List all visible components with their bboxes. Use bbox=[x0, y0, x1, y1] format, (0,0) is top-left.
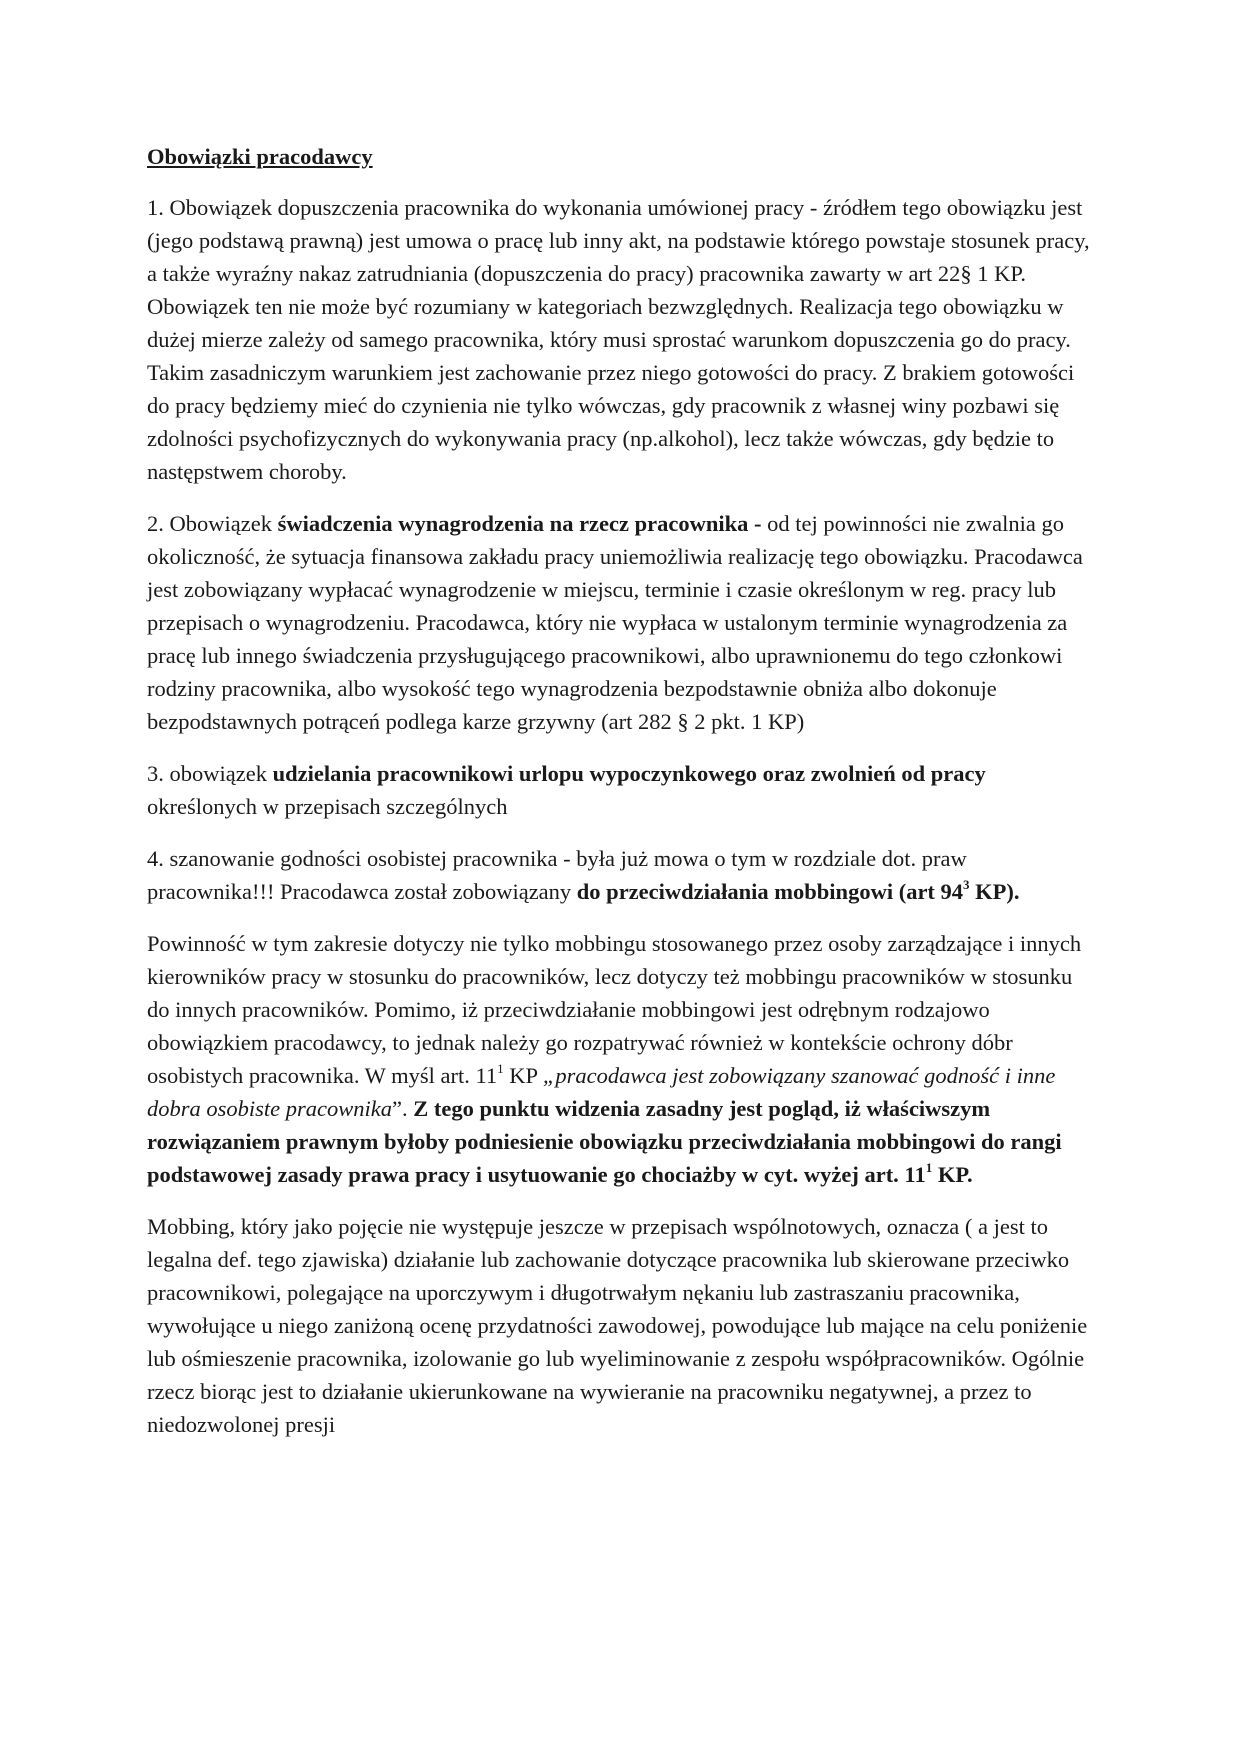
paragraph-rest: określonych w przepisach szczególnych bbox=[147, 794, 508, 819]
paragraph-mobbing-duty bbox=[147, 927, 1097, 1191]
paragraph-lead: Powinność w tym zakresie dotyczy nie tylko mobbingu stosowanego przez osoby zarządzające i innych kierowników pracy w stosunku do pracowników, lecz dotyczy też mobbingu pracowników w stosunku do innych pracowników. Pomimo, iż przeciwdziałanie mobbingowi jest odrębnym rodzajowo obowiązkiem pracodawcy, to jednak należy go rozpatrywać również w kontekście ochrony dóbr osobistych pracownika. W myśl art. 11 bbox=[147, 931, 1082, 1088]
paragraph-employee-admission bbox=[147, 191, 1097, 488]
paragraph-dignity bbox=[147, 842, 1097, 908]
paragraph-lead: 4. szanowanie godności osobistej pracownika - była już mowa o tym w rozdziale dot. praw pracownika!!! Pracodawca został zobowiązany bbox=[147, 846, 967, 904]
paragraph-bold: udzielania pracownikowi urlopu wypoczynkowego oraz zwolnień od pracy bbox=[272, 761, 986, 786]
quote-end: ”. bbox=[392, 1096, 414, 1121]
superscript: 1 bbox=[497, 1060, 504, 1076]
paragraph-text: 1. Obowiązek dopuszczenia pracownika do wykonania umówionej pracy - źródłem tego obowiązku jest (jego podstawą prawną) jest umowa o pracę lub inny akt, na podstawie którego powstaje stosunek pracy, a także wyraźny nakaz zatrudniania (dopuszczenia do pracy) pracownika zawarty w art 22§ 1 KP. Obowiązek ten nie może być rozumiany w kategoriach bezwzględnych. Realizacja tego obowiązku w dużej mierze zależy od samego pracownika, który musi sprostać warunkom dopuszczenia go do pracy. Takim zasadniczym warunkiem jest zachowanie przez niego gotowości do pracy. Z brakiem gotowości do pracy będziemy mieć do czynienia nie tylko wówczas, gdy pracownik z własnej winy pozbawi się zdolności psychofizycznych do wykonywania pracy (np.alkohol), lecz także wówczas, gdy będzie to następstwem choroby. bbox=[147, 195, 1090, 484]
paragraph-mobbing-definition bbox=[147, 1210, 1097, 1441]
bold-text-end: KP. bbox=[932, 1162, 973, 1187]
paragraph-remuneration bbox=[147, 507, 1097, 738]
superscript: 1 bbox=[925, 1159, 933, 1175]
bold-text: do przeciwdziałania mobbingowi (art 94 bbox=[576, 879, 964, 904]
bold-text: Z tego punktu widzenia zasadny jest pogląd, iż właściwszym rozwiązaniem prawnym byłoby podniesienie obowiązku przeciwdziałania mobbingowi do rangi podstawowej zasady prawa pracy i usytuowanie go chociażby w cyt. wyżej art. 11 bbox=[147, 1096, 1062, 1187]
paragraph-mid: KP bbox=[503, 1063, 543, 1088]
paragraph-lead: 3. obowiązek bbox=[147, 761, 273, 786]
paragraph-bold bbox=[576, 876, 1020, 904]
document-title: Obowiązki pracodawcy bbox=[147, 144, 373, 169]
paragraph-bold: świadczenia wynagrodzenia na rzecz pracownika - bbox=[277, 511, 762, 536]
paragraph-rest: od tej powinności nie zwalnia go okoliczność, że sytuacja finansowa zakładu pracy uniemożliwia realizację tego obowiązku. Pracodawca jest zobowiązany wypłacać wynagrodzenie w miejscu, terminie i czasie określonym w reg. pracy lub przepisach o wynagrodzeniu. Pracodawca, który nie wypłaca w ustalonym terminie wynagrodzenia za pracę lub innego świadczenia przysługującego pracownikowi, albo uprawnionemu do tego członkowi rodziny pracownika, albo wysokość tego wynagrodzenia bezpodstawnie obniża albo dokonuje bezpodstawnych potrąceń podlega karze grzywny (art 282 § 2 pkt. 1 KP) bbox=[147, 511, 1083, 734]
document-page bbox=[147, 140, 1097, 1460]
paragraph-leave bbox=[147, 757, 1097, 823]
paragraph-lead: 2. Obowiązek bbox=[147, 511, 278, 536]
paragraph-text: Mobbing, który jako pojęcie nie występuje jeszcze w przepisach wspólnotowych, oznacza ( a jest to legalna def. tego zjawiska) działanie lub zachowanie dotyczące pracownika lub skierowane przeciwko pracownikowi, polegające na uporczywym i długotrwałym nękaniu lub zastraszaniu pracownika, wywołujące u niego zaniżoną ocenę przydatności zawodowej, powodujące lub mające na celu poniżenie lub ośmieszenie pracownika, izolowanie go lub wyeliminowanie z zespołu współpracowników. Ogólnie rzecz biorąc jest to działanie ukierunkowane na wywieranie na pracowniku negatywnej, a przez to niedozwolonej presji bbox=[147, 1214, 1088, 1437]
bold-text-end: KP). bbox=[969, 879, 1020, 904]
quote-italic: „pracodawca jest zobowiązany szanować godność i inne dobra osobiste pracownika bbox=[147, 1063, 1056, 1121]
superscript: 3 bbox=[963, 876, 970, 892]
